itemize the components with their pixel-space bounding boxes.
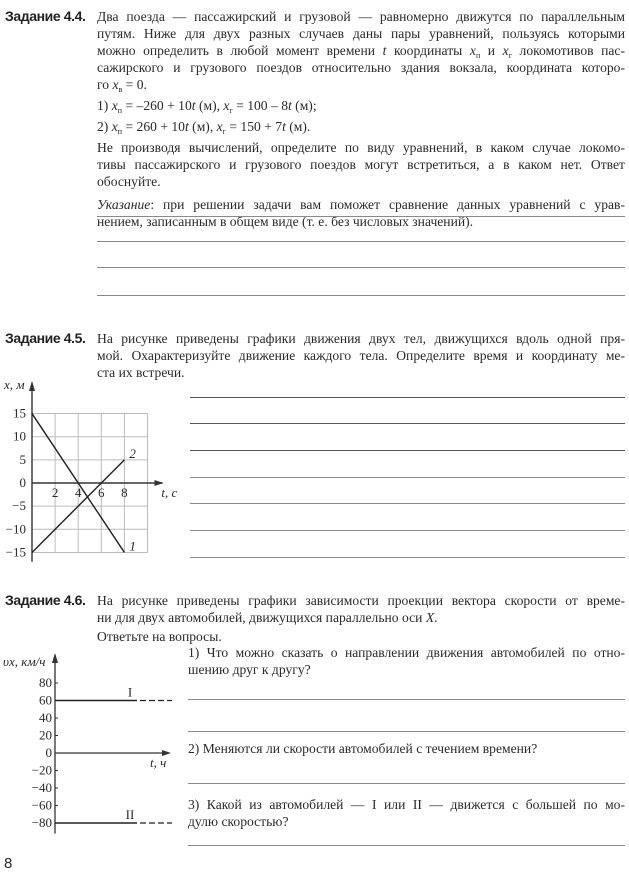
answer-line[interactable] [188,845,625,846]
page-number: 8 [4,855,13,872]
y-tick-label: −15 [5,544,26,560]
y-tick-label: −40 [31,780,52,795]
hint-line: Указание: при решении задачи вам поможет сравнение данных уравнений с урав- [97,197,625,212]
y-tick-label: −80 [31,815,52,830]
text-line: ста их встречи. [97,365,185,380]
y-tick-label: 80 [39,675,52,690]
x-tick-label: 6 [98,485,105,500]
text-line: 1) Что можно сказать о направлении движения автомобилей по отно- [188,645,625,660]
answer-line[interactable] [188,731,625,732]
x-axis-label: t, ч [150,755,167,770]
y-tick-label: 15 [13,405,26,421]
text-line: тивы пассажирского и грузового поездов могут встретиться, а в каком нет. Ответ [97,157,625,172]
answer-line[interactable] [97,267,625,268]
formula-2: 2) $x_п = 260 + 10t$ (м), $x_г = 150 + 7t$ (м). [97,119,311,136]
y-axis-arrow-icon [29,381,35,391]
y-tick-label: 40 [39,710,52,725]
text-line: сажирского и грузового поездов относительно здания вокзала, координата которо- [97,60,625,75]
series-label-II: II [125,807,135,822]
y-axis-label: υx, км/ч [3,654,46,669]
y-axis-arrow-icon [52,653,58,663]
text-line: Не производя вычислений, определите по виду уравнений, в каком случае локомо- [97,140,625,155]
y-tick-label: 0 [45,745,52,760]
series-label-2: 2 [129,445,136,461]
answer-line[interactable] [190,530,625,531]
series-label-1: 1 [129,538,136,554]
y-tick-label: −60 [31,797,52,813]
formula-1: 1) $x_п = -260 + 10t$ (м), $x_г = 100 - 8t$ (м); [97,98,317,115]
x-axis-label: t, с [161,485,178,500]
task-4-6-heading: Задание 4.6. [5,592,86,608]
text-line: шению друг к другу? [188,662,311,677]
velocity-time-chart [0,645,180,845]
text-line: мой. Охарактеризуйте движение каждого тела. Определите время и координату ме- [97,348,625,363]
y-tick-label: −20 [31,762,52,778]
y-tick-label: 20 [39,727,52,743]
text-line: го $x_в = 0$. [97,77,147,94]
text-line: 3) Какой из автомобилей — I или II — движется с большей по мо- [188,797,625,812]
text-line: можно определить в любой момент времени t координаты $x_п$ и $x_г$ локомотивов пас- [97,43,625,60]
answer-line[interactable] [97,216,625,217]
text-line: обоснуйте. [97,174,161,189]
text-line: На рисунке приведены графики движения двух тел, движущихся вдоль одной пря- [97,331,625,346]
x-tick-label: 4 [74,485,82,500]
y-tick-label: −10 [5,521,26,537]
y-axis-label: x, м [4,377,25,392]
text-line: дулю скоростью? [188,814,289,829]
answer-line[interactable] [188,783,625,784]
text-line: ни для двух автомобилей, движущихся параллельно оси X. [97,610,438,625]
position-time-chart [0,375,180,565]
x-tick-label: 8 [121,485,128,500]
answer-line[interactable] [190,557,625,558]
series-label-I: I [127,684,133,700]
y-tick-label: −5 [12,498,26,514]
y-tick-label: 0 [19,475,26,490]
task-4-4-heading: Задание 4.4. [5,8,86,24]
answer-line[interactable] [190,423,625,424]
answer-line[interactable] [190,477,625,478]
task-4-5-heading: Задание 4.5. [5,330,86,346]
x-tick-label: 2 [51,485,59,500]
answer-line[interactable] [97,295,625,296]
text-line: На рисунке приведены графики зависимости проекции вектора скорости от време- [97,593,625,608]
y-tick-label: 60 [39,692,52,708]
answer-line[interactable] [190,397,625,398]
answer-prompt: Ответьте на вопросы. [97,629,222,644]
hint-line: нением, записанным в общем виде (т. е. без числовых значений). [97,214,474,229]
answer-line[interactable] [188,699,625,700]
question-2: 2) Меняются ли скорости автомобилей с течением времени? [188,741,538,756]
text-line: Два поезда — пассажирский и грузовой — равномерно движутся по параллельным [97,9,625,24]
answer-line[interactable] [97,241,625,242]
y-tick-label: 5 [19,451,26,467]
answer-line[interactable] [190,503,625,504]
text-line: путям. Ниже для двух разных случаев даны пары уравнений, пользуясь которыми [97,26,625,41]
answer-line[interactable] [190,450,625,451]
y-tick-label: 10 [13,428,26,444]
